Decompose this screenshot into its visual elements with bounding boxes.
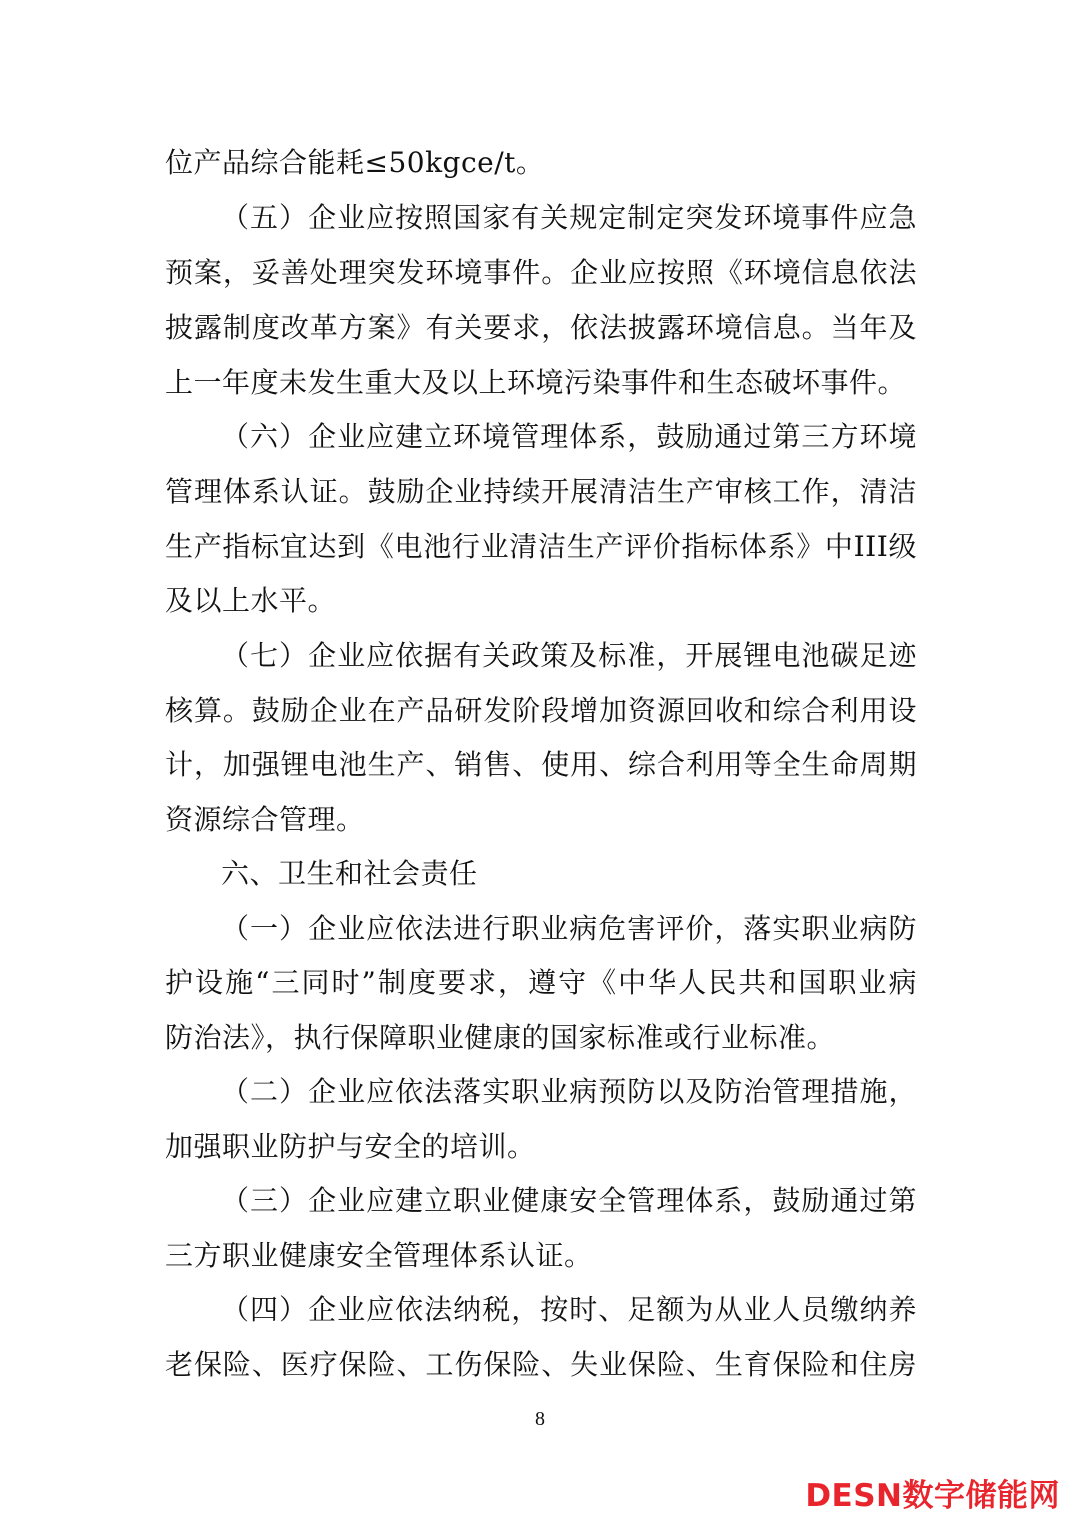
text-line: 生产指标宜达到《电池行业清洁生产评价指标体系》中III级 [165,530,917,563]
text-line: 及以上水平。 [165,584,337,617]
text-line: 计，加强锂电池生产、销售、使用、综合利用等全生命周期 [165,748,917,781]
text-line: 管理体系认证。鼓励企业持续开展清洁生产审核工作，清洁 [165,475,917,508]
text-line: （一）企业应依法进行职业病危害评价，落实职业病防 [221,912,917,945]
watermark-logo: DESN数字储能网 [805,1478,1060,1514]
text-line: （四）企业应依法纳税，按时、足额为从业人员缴纳养 [221,1293,917,1326]
text-line: 上一年度未发生重大及以上环境污染事件和生态破坏事件。 [165,366,907,399]
text-line: 加强职业防护与安全的培训。 [165,1130,536,1163]
text-line: 三方职业健康安全管理体系认证。 [165,1239,593,1272]
text-line: （七）企业应依据有关政策及标准，开展锂电池碳足迹 [221,639,917,672]
text-line: 护设施“三同时”制度要求，遵守《中华人民共和国职业病 [165,966,917,999]
text-line: 资源综合管理。 [165,803,365,836]
text-line: （三）企业应建立职业健康安全管理体系，鼓励通过第 [221,1184,917,1217]
text-line: （六）企业应建立环境管理体系，鼓励通过第三方环境 [221,420,917,453]
text-line: （五）企业应按照国家有关规定制定突发环境事件应急 [221,201,917,234]
text-line: 披露制度改革方案》有关要求，依法披露环境信息。当年及 [165,311,917,344]
text-line: 预案，妥善处理突发环境事件。企业应按照《环境信息依法 [165,256,917,289]
text-line: （二）企业应依法落实职业病预防以及防治管理措施， [221,1075,917,1108]
text-line: 老保险、医疗保险、工伤保险、失业保险、生育保险和住房 [165,1348,917,1381]
text-line: 位产品综合能耗≤50kgce/t。 [165,146,545,179]
text-line: 核算。鼓励企业在产品研发阶段增加资源回收和综合利用设 [165,694,917,727]
page-number: 8 [535,1408,545,1430]
text-line: 防治法》，执行保障职业健康的国家标准或行业标准。 [165,1021,836,1054]
section-heading: 六、卫生和社会责任 [221,857,478,890]
